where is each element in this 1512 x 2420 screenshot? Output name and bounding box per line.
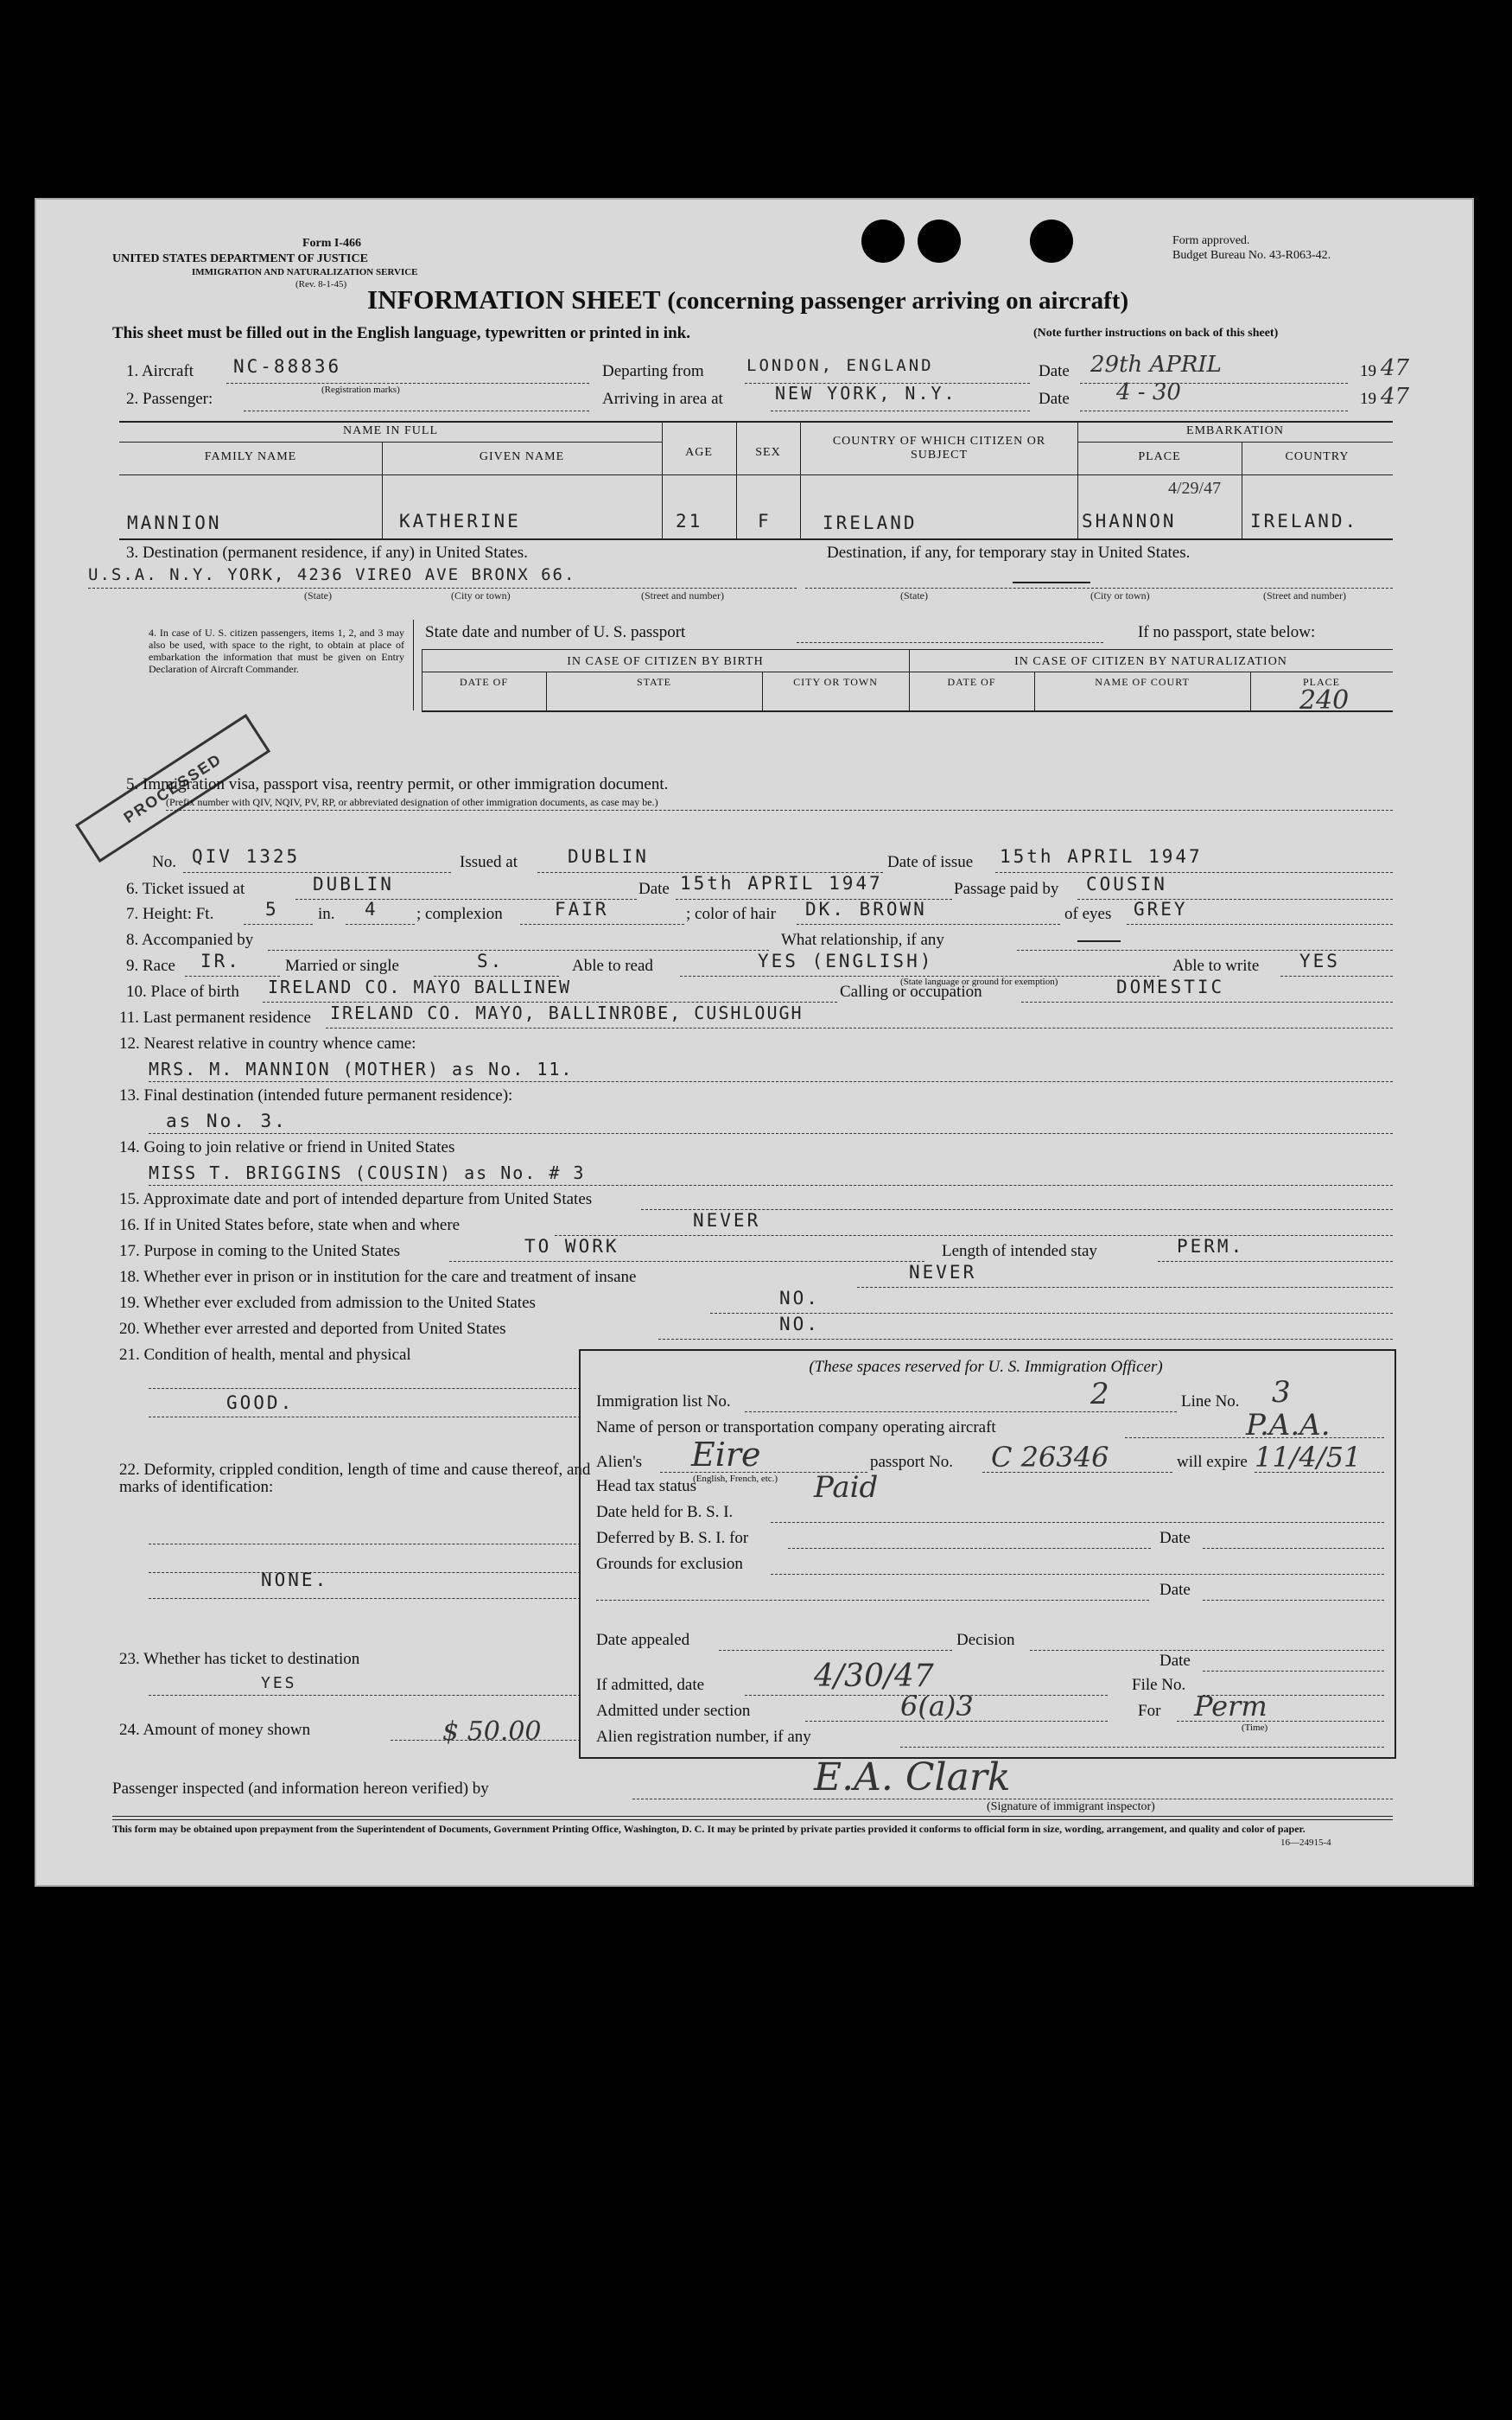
race-label: 9. Race [126, 957, 175, 975]
nearest-relative-value: MRS. M. MANNION (MOTHER) as No. 11. [149, 1059, 574, 1079]
instruction-text: This sheet must be filled out in the English language, typewritten or printed in ink. [112, 324, 690, 342]
temp-destination-label: Destination, if any, for temporary stay in United States. [827, 544, 1191, 562]
stay-length-value: PERM. [1177, 1236, 1245, 1257]
expire-label: will expire [1177, 1453, 1248, 1471]
passport-no-value: C 26346 [991, 1441, 1109, 1474]
page-title: INFORMATION SHEET (concerning passenger arriving on aircraft) [367, 284, 1129, 315]
bsi-date-label: Date held for B. S. I. [596, 1503, 734, 1521]
age-value: 21 [676, 511, 703, 532]
last-residence-value: IRELAND CO. MAYO, BALLINROBE, CUSHLOUGH [330, 1003, 804, 1023]
country-heading: COUNTRY [1285, 450, 1350, 463]
prison-value: NEVER [909, 1262, 977, 1283]
date-of-issue-value: 15th APRIL 1947 [1000, 846, 1203, 867]
complexion-value: FAIR [555, 899, 609, 920]
place-of-birth-value: IRELAND CO. MAYO BALLINEW [268, 977, 572, 997]
citizen-by-naturalization-heading: IN CASE OF CITIZEN BY NATURALIZATION [1014, 655, 1287, 668]
final-destination-label: 13. Final destination (intended future permanent residence): [119, 1086, 513, 1105]
aircraft-value: NC-88836 [233, 356, 342, 377]
decision-label: Decision [956, 1631, 1015, 1649]
visa-prefix-note: (Prefix number with QIV, NQIV, PV, RP, or abbreviated designation of other immigration documents, as case may be.) [166, 796, 658, 808]
departure-date-label: 15. Approximate date and port of intended departure from United States [119, 1190, 593, 1208]
height-in-value: 4 [365, 899, 378, 920]
able-to-write-label: Able to write [1172, 957, 1260, 975]
deferred-label: Deferred by B. S. I. for [596, 1529, 749, 1547]
arriving-year-prefix: 19 [1360, 390, 1376, 408]
embarkation-country-value: IRELAND. [1250, 511, 1359, 532]
ticket-date-label: Date [638, 880, 670, 898]
exclusion-grounds-label: Grounds for exclusion [596, 1555, 743, 1573]
destination-value: U.S.A. N.Y. YORK, 4236 VIREO AVE BRONX 66. [88, 565, 576, 584]
relationship-label: What relationship, if any [781, 931, 944, 949]
section-label: Admitted under section [596, 1702, 751, 1720]
nearest-relative-label: 12. Nearest relative in country whence came: [119, 1035, 416, 1053]
appealed-label: Date appealed [596, 1631, 690, 1649]
complexion-label: ; complexion [416, 905, 503, 923]
ticket-issued-value: DUBLIN [313, 874, 394, 895]
height-ft-label: 7. Height: Ft. [126, 905, 214, 923]
hair-color-value: DK. BROWN [805, 899, 927, 920]
previous-stay-value: NEVER [693, 1210, 761, 1231]
occupation-label: Calling or occupation [840, 983, 982, 1001]
aliens-caption: (English, French, etc.) [693, 1474, 778, 1484]
eye-color-value: GREY [1134, 899, 1188, 920]
aircraft-label: 1. Aircraft [126, 362, 194, 380]
form-approved: Form approved. [1172, 234, 1250, 247]
height-ft-value: 5 [265, 899, 279, 920]
given-name-heading: GIVEN NAME [479, 450, 565, 463]
sex-value: F [758, 511, 772, 532]
time-caption: (Time) [1242, 1723, 1268, 1733]
height-in-label: in. [318, 905, 335, 923]
family-name-value: MANNION [127, 513, 222, 533]
health-label: 21. Condition of health, mental and physical [119, 1346, 411, 1364]
sex-heading: SEX [755, 446, 781, 459]
ticket-destination-label: 23. Whether has ticket to destination [119, 1650, 360, 1668]
section-value: 6(a)3 [900, 1690, 974, 1723]
ticket-destination-value: YES [261, 1674, 297, 1692]
no-passport-label: If no passport, state below: [1138, 623, 1316, 641]
birth-city-heading: CITY OR TOWN [793, 676, 878, 688]
occupation-value: DOMESTIC [1116, 977, 1225, 997]
nat-place-heading: PLACE [1302, 676, 1340, 688]
passport-no-label: passport No. [870, 1453, 954, 1471]
citizen-by-birth-heading: IN CASE OF CITIZEN BY BIRTH [567, 655, 764, 668]
language-caption: (State language or ground for exemption) [900, 977, 1058, 987]
stay-length-label: Length of intended stay [942, 1242, 1097, 1260]
decision-date-label: Date [1159, 1652, 1191, 1670]
given-name-value: KATHERINE [399, 511, 521, 532]
department-name: UNITED STATES DEPARTMENT OF JUSTICE [112, 252, 368, 265]
officer-heading: (These spaces reserved for U. S. Immigration Officer) [809, 1358, 1163, 1376]
citizenship-heading: COUNTRY OF WHICH CITIZEN OR SUBJECT [832, 435, 1046, 462]
place-of-birth-label: 10. Place of birth [126, 983, 239, 1001]
issued-at-value: DUBLIN [568, 846, 649, 867]
aliens-nationality-value: Eire [691, 1436, 761, 1474]
embarkation-heading: EMBARKATION [1186, 424, 1284, 437]
punch-hole-right [1030, 220, 1073, 263]
file-no-label: File No. [1132, 1676, 1186, 1694]
arriving-year-value: 47 [1381, 384, 1410, 410]
marital-status-label: Married or single [285, 957, 399, 975]
nat-court-heading: NAME OF COURT [1095, 676, 1190, 688]
name-in-full-heading: NAME IN FULL [343, 424, 438, 437]
form-number: Form I-466 [302, 237, 362, 250]
form-sheet [35, 198, 1474, 1887]
line-no-label: Line No. [1181, 1392, 1240, 1411]
passport-label: State date and number of U. S. passport [425, 623, 686, 641]
able-to-write-value: YES [1299, 951, 1340, 971]
citizenship-value: IRELAND [823, 513, 918, 533]
money-value: $ 50.00 [442, 1716, 542, 1747]
arriving-date-value: 4 - 30 [1116, 379, 1181, 405]
departing-value: LONDON, ENGLAND [746, 356, 934, 375]
last-residence-label: 11. Last permanent residence [119, 1009, 311, 1027]
arriving-date-label: Date [1039, 390, 1070, 408]
nat-date-heading: DATE OF [947, 676, 996, 688]
deferred-date-label: Date [1159, 1529, 1191, 1547]
aliens-label: Alien's [596, 1453, 643, 1471]
passenger-label: 2. Passenger: [126, 390, 213, 408]
fine-print: This form may be obtained upon prepayment from the Superintendent of Documents, Government Printing Office, Washington, D. C. It may be printed by private parties provided it conforms to official form in size, wording, arrangement, and quality and color of paper. [112, 1823, 1306, 1835]
form-code: 16—24915-4 [1280, 1837, 1331, 1848]
service-name: IMMIGRATION AND NATURALIZATION SERVICE [192, 267, 418, 277]
temp-city-caption: (City or town) [1090, 589, 1150, 602]
exclusion-date-label: Date [1159, 1581, 1191, 1599]
birth-date-heading: DATE OF [459, 676, 508, 688]
punch-hole-middle [918, 220, 961, 263]
temp-street-caption: (Street and number) [1263, 589, 1346, 602]
immigration-list-label: Immigration list No. [596, 1392, 731, 1411]
head-tax-label: Head tax status [596, 1477, 697, 1495]
marital-status-value: S. [477, 951, 505, 971]
registration-caption: (Registration marks) [321, 385, 400, 395]
for-label: For [1138, 1702, 1161, 1720]
signature-caption: (Signature of immigrant inspector) [987, 1800, 1155, 1813]
passage-paid-value: COUSIN [1086, 874, 1167, 895]
budget-bureau: Budget Bureau No. 43-R063-42. [1172, 249, 1331, 262]
line-no-value: 3 [1272, 1375, 1291, 1410]
head-tax-value: Paid [814, 1470, 879, 1505]
visa-number-value: QIV 1325 [192, 846, 301, 867]
admitted-date-label: If admitted, date [596, 1676, 705, 1694]
inspector-signature: E.A. Clark [814, 1755, 1011, 1799]
company-value: P.A.A. [1246, 1408, 1331, 1442]
prison-label: 18. Whether ever in prison or in institution for the care and treatment of insane [119, 1268, 637, 1286]
deformity-value: NONE. [261, 1570, 329, 1590]
dest-city-caption: (City or town) [451, 589, 511, 602]
excluded-label: 19. Whether ever excluded from admission to the United States [119, 1294, 536, 1312]
admitted-date-value: 4/30/47 [814, 1659, 934, 1694]
embarkation-date: 4/29/47 [1168, 479, 1222, 498]
immigration-list-value: 2 [1090, 1377, 1109, 1411]
processed-stamp: PROCESSED [75, 714, 270, 863]
previous-stay-label: 16. If in United States before, state when and where [119, 1216, 461, 1234]
for-value: Perm [1194, 1690, 1267, 1723]
departing-year-prefix: 19 [1360, 362, 1376, 380]
dest-street-caption: (Street and number) [641, 589, 724, 602]
visa-label: 5. Immigration visa, passport visa, reentry permit, or other immigration document. [126, 775, 669, 793]
ticket-issued-label: 6. Ticket issued at [126, 880, 245, 898]
arriving-label: Arriving in area at [602, 390, 723, 408]
departing-year-value: 47 [1381, 355, 1410, 381]
deported-value: NO. [779, 1314, 820, 1334]
birth-state-heading: STATE [636, 676, 672, 688]
destination-label: 3. Destination (permanent residence, if any) in United States. [126, 544, 528, 562]
eye-color-label: of eyes [1064, 905, 1112, 923]
purpose-label: 17. Purpose in coming to the United States [119, 1242, 401, 1260]
temp-state-caption: (State) [900, 589, 928, 602]
purpose-value: TO WORK [524, 1236, 619, 1257]
accompanied-by-label: 8. Accompanied by [126, 931, 254, 949]
punch-hole-left [861, 220, 905, 263]
excluded-value: NO. [779, 1288, 820, 1309]
dest-state-caption: (State) [304, 589, 332, 602]
deported-label: 20. Whether ever arrested and deported from United States [119, 1320, 506, 1338]
passport-instruction: 4. In case of U. S. citizen passengers, items 1, 2, and 3 may also be used, with space to the right, to obtain at place of embarkation the information that must be given on Entry Declaration of Aircraft Commander. [149, 627, 404, 675]
revision-date: (Rev. 8-1-45) [295, 279, 347, 290]
passage-paid-label: Passage paid by [954, 880, 1059, 898]
inspected-by-label: Passenger inspected (and information hereon verified) by [112, 1780, 489, 1798]
expire-value: 11/4/51 [1255, 1441, 1362, 1474]
place-heading: PLACE [1138, 450, 1181, 463]
visa-no-label: No. [152, 853, 176, 871]
going-to-join-label: 14. Going to join relative or friend in United States [119, 1138, 455, 1156]
embarkation-place-value: SHANNON [1082, 511, 1177, 532]
company-label: Name of person or transportation company operating aircraft [596, 1418, 996, 1436]
departing-date-label: Date [1039, 362, 1070, 380]
departing-label: Departing from [602, 362, 704, 380]
able-to-read-label: Able to read [572, 957, 653, 975]
deformity-label: 22. Deformity, crippled condition, length of time and cause thereof, and marks of identification: [119, 1461, 591, 1496]
ticket-date-value: 15th APRIL 1947 [680, 873, 883, 894]
hair-color-label: ; color of hair [686, 905, 776, 923]
departing-date-value: 29th APRIL [1090, 352, 1222, 378]
date-of-issue-label: Date of issue [887, 853, 974, 871]
family-name-heading: FAMILY NAME [204, 450, 297, 463]
race-value: IR. [200, 951, 241, 971]
age-heading: AGE [685, 446, 713, 459]
alien-registration-label: Alien registration number, if any [596, 1728, 811, 1746]
going-to-join-value: MISS T. BRIGGINS (COUSIN) as No. # 3 [149, 1162, 586, 1183]
money-label: 24. Amount of money shown [119, 1721, 311, 1739]
able-to-read-value: YES (ENGLISH) [758, 951, 934, 971]
place-stamp-number: 240 [1299, 685, 1350, 716]
final-destination-value: as No. 3. [166, 1111, 288, 1131]
arriving-value: NEW YORK, N.Y. [775, 383, 957, 404]
note-text: (Note further instructions on back of this sheet) [1033, 327, 1279, 340]
health-value: GOOD. [226, 1392, 295, 1413]
issued-at-label: Issued at [460, 853, 518, 871]
